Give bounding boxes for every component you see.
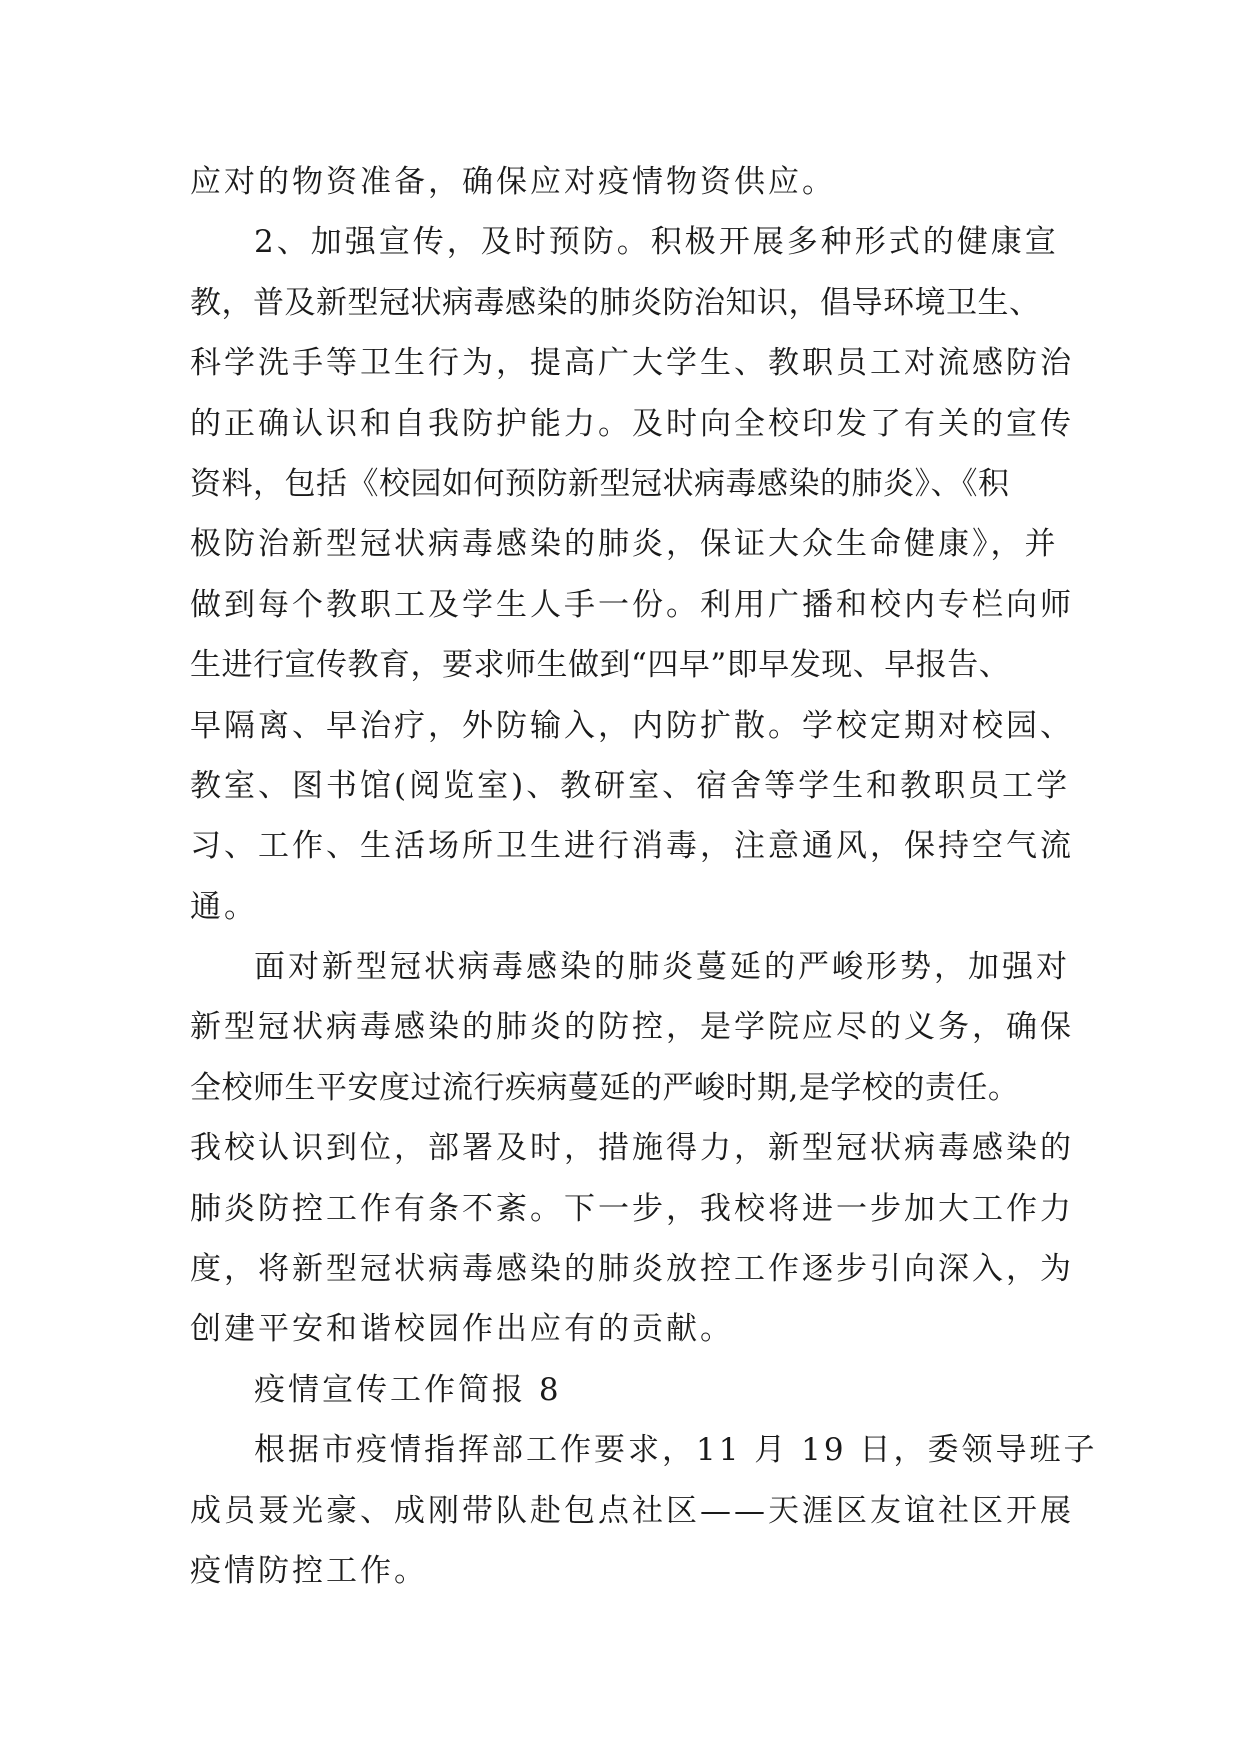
text-line: 做到每个教职工及学生人手一份。利用广播和校内专栏向师 [190,586,1074,623]
text-line: 资料，包括《校园如何预防新型冠状病毒感染的肺炎》、《积 [190,465,1010,502]
text-line: 通。 [190,888,258,925]
section-heading: 疫情宣传工作简报 8 [254,1371,562,1408]
text-line: 教，普及新型冠状病毒感染的肺炎防治知识，倡导环境卫生、 [190,284,1041,321]
text-line: 疫情防控工作。 [190,1552,428,1589]
text-line: 根据市疫情指挥部工作要求，11 月 19 日，委领导班子 [254,1432,1098,1469]
text-line: 我校认识到位，部署及时，措施得力，新型冠状病毒感染的 [190,1130,1074,1167]
text-line: 早隔离、早治疗，外防输入，内防扩散。学校定期对校园、 [190,707,1074,744]
text-line: 习、工作、生活场所卫生进行消毒，注意通风，保持空气流 [190,828,1074,865]
text-line: 生进行宣传教育，要求师生做到“四早”即早发现、早报告、 [190,647,1011,684]
text-line: 的正确认识和自我防护能力。及时向全校印发了有关的宣传 [190,405,1074,442]
text-line: 成员聂光豪、成刚带队赴包点社区——天涯区友谊社区开展 [190,1492,1074,1529]
text-line: 科学洗手等卫生行为，提高广大学生、教职员工对流感防治 [190,345,1074,382]
text-line: 新型冠状病毒感染的肺炎的防控，是学院应尽的义务，确保 [190,1009,1074,1046]
text-line: 应对的物资准备，确保应对疫情物资供应。 [190,164,836,200]
text-line: 创建平安和谐校园作出应有的贡献。 [190,1311,734,1348]
text-line: 面对新型冠状病毒感染的肺炎蔓延的严峻形势，加强对 [254,949,1070,986]
text-line: 肺炎防控工作有条不紊。下一步，我校将进一步加大工作力 [190,1190,1074,1227]
text-line: 教室、图书馆(阅览室)、教研室、宿舍等学生和教职员工学 [190,767,1071,804]
text-line: 2、加强宣传，及时预防。积极开展多种形式的健康宣 [254,224,1059,261]
text-line: 极防治新型冠状病毒感染的肺炎，保证大众生命健康》，并 [190,526,1059,563]
text-line: 度，将新型冠状病毒感染的肺炎放控工作逐步引向深入，为 [190,1251,1074,1288]
document-body [190,152,1098,1601]
text-line: 全校师生平安度过流行疾病蔓延的严峻时期,是学校的责任。 [190,1069,1020,1106]
